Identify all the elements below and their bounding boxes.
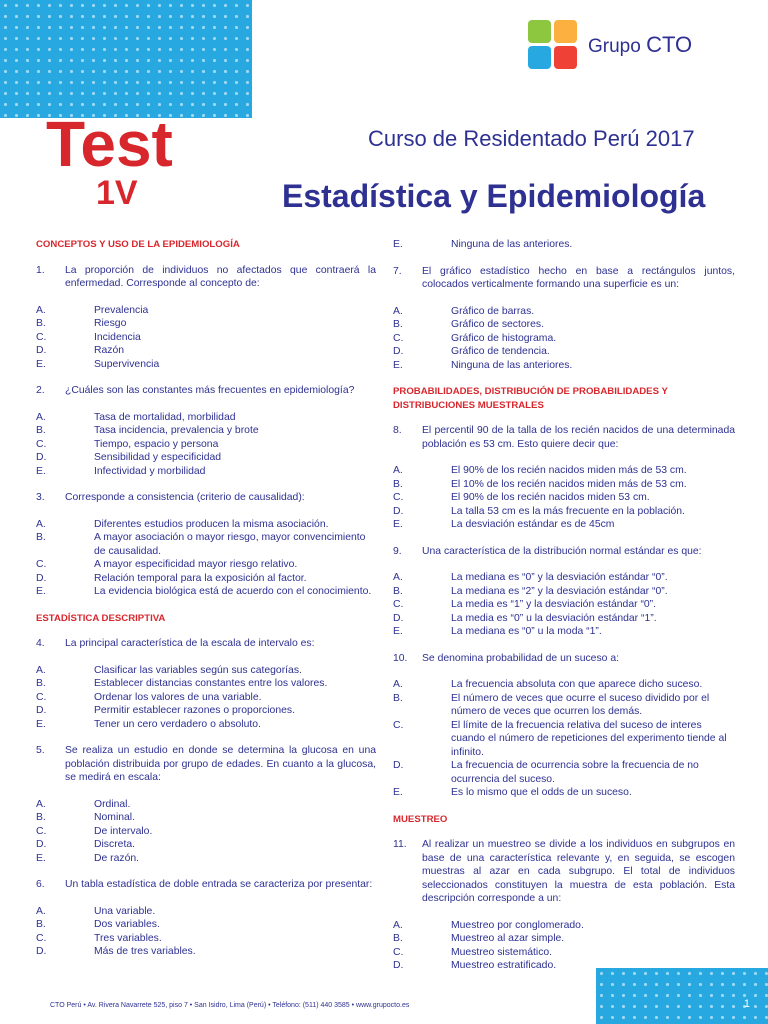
- answer-option: [36, 704, 376, 718]
- question-options: [393, 678, 735, 800]
- question-options: [36, 518, 376, 599]
- option-text: Tiempo, espacio y persona: [94, 438, 219, 450]
- option-text: Muestreo al azar simple.: [451, 933, 565, 944]
- option-letter: A.: [36, 664, 46, 676]
- option-text: Dos variables.: [94, 919, 160, 930]
- option-text: Ninguna de las anteriores.: [451, 239, 573, 250]
- option-letter: D.: [36, 705, 47, 716]
- option-letter: B.: [393, 478, 403, 490]
- option-text: Discreta.: [94, 839, 135, 850]
- option-letter: C.: [36, 932, 47, 944]
- question: 8. El percentil 90 de la talla de los recién nacidos de una determinada población es 53 cm. Esto quiere decir que:: [393, 425, 735, 450]
- option-letter: A.: [36, 905, 46, 917]
- option-text: Muestreo por conglomerado.: [451, 919, 584, 931]
- option-text: Diferentes estudios producen la misma asociación.: [94, 518, 329, 530]
- grupo-cto-logo: [528, 20, 692, 70]
- option-letter: D.: [393, 346, 404, 357]
- option-letter: D.: [36, 572, 47, 584]
- option-text: Sensibilidad y especificidad: [94, 452, 222, 463]
- option-text: El 10% de los recién nacidos miden más de 53 cm.: [451, 478, 687, 490]
- answer-option: [36, 451, 376, 465]
- option-text: Tener un cero verdadero o absoluto.: [94, 718, 261, 730]
- section-heading: PROBABILIDADES, DISTRIBUCIÓN DE PROBABILIDADES Y DISTRIBUCIONES MUESTRALES: [393, 386, 668, 411]
- option-text: Tasa de mortalidad, morbilidad: [94, 411, 236, 423]
- answer-option: [393, 625, 735, 639]
- option-text: Infectividad y morbilidad: [94, 465, 206, 477]
- option-text: Es lo mismo que el odds de un suceso.: [451, 787, 632, 798]
- question-options: [36, 304, 376, 372]
- question-options: [393, 305, 735, 373]
- question: 6. Un tabla estadística de doble entrada se caracteriza por presentar:: [36, 879, 373, 890]
- option-text: Supervivencia: [94, 358, 160, 370]
- answer-option: [36, 424, 376, 438]
- answer-option: [393, 518, 735, 532]
- option-letter: A.: [393, 465, 403, 476]
- option-text: La media es “0” u la desviación estándar “1”.: [451, 612, 657, 624]
- answer-option: [393, 946, 735, 960]
- option-letter: E.: [36, 465, 46, 477]
- right-column: [393, 238, 735, 986]
- option-letter: B.: [393, 933, 403, 944]
- option-letter: D.: [393, 505, 404, 517]
- option-letter: B.: [36, 812, 46, 823]
- answer-option: [36, 945, 376, 959]
- answer-option: [393, 786, 735, 800]
- answer-option: [393, 719, 735, 760]
- option-letter: B.: [393, 319, 403, 330]
- option-text: La evidencia biológica está de acuerdo con el conocimiento.: [94, 586, 372, 597]
- option-text: El 90% de los recién nacidos miden 53 cm.: [451, 492, 650, 503]
- option-text: La frecuencia de ocurrencia sobre la frecuencia de no ocurrencia del suceso.: [451, 760, 699, 785]
- answer-option: [393, 612, 735, 626]
- page-number: 1: [743, 998, 750, 1010]
- option-letter: D.: [36, 946, 47, 957]
- option-text: De razón.: [94, 852, 140, 864]
- answer-option: [36, 664, 376, 678]
- answer-option: [36, 585, 376, 599]
- option-text: La frecuencia absoluta con que aparece dicho suceso.: [451, 679, 703, 690]
- answer-option: [36, 465, 376, 479]
- answer-option: [36, 811, 376, 825]
- option-letter: D.: [393, 612, 404, 624]
- option-text: Más de tres variables.: [94, 946, 196, 957]
- option-text: Tasa incidencia, prevalencia y brote: [94, 425, 259, 436]
- option-text: La mediana es “0” u la moda “1”.: [451, 626, 602, 637]
- option-text: El 90% de los recién nacidos miden más de 53 cm.: [451, 465, 687, 476]
- option-text: Ninguna de las anteriores.: [451, 359, 573, 371]
- option-letter: B.: [36, 532, 46, 543]
- decorative-dot-pattern-bottom: [596, 968, 768, 1024]
- test-code: 1V: [96, 174, 138, 212]
- question-options: [393, 919, 735, 973]
- option-letter: B.: [393, 692, 403, 704]
- question: 11. Al realizar un muestreo se divide a los individuos en subgrupos en base de una característica relevante y, en seguida, se escogen muestras al azar en cada subgrupo. El total de individuos seleccionados constituyen la muestra de esta población. Esta descripción corresponde a un:: [393, 839, 735, 904]
- option-letter: C.: [393, 599, 404, 610]
- question-options: [36, 798, 376, 866]
- question: 4. La principal característica de la escala de intervalo es:: [36, 638, 315, 649]
- option-letter: C.: [36, 691, 47, 703]
- answer-option: [393, 318, 735, 332]
- course-title: Curso de Residentado Perú 2017: [368, 126, 695, 151]
- option-letter: D.: [36, 452, 47, 463]
- answer-option: [36, 932, 376, 946]
- answer-option: [393, 238, 735, 252]
- option-letter: C.: [36, 331, 47, 343]
- question-options: [393, 571, 735, 639]
- section-heading: ESTADÍSTICA DESCRIPTIVA: [36, 612, 166, 624]
- answer-option: [36, 411, 376, 425]
- option-letter: A.: [393, 305, 403, 317]
- option-text: Clasificar las variables según sus categorías.: [94, 664, 302, 676]
- answer-option: [393, 919, 735, 933]
- option-letter: B.: [393, 585, 403, 597]
- answer-option: [393, 505, 735, 519]
- option-letter: E.: [36, 852, 46, 864]
- answer-option: [36, 518, 376, 532]
- option-text: Muestreo estratificado.: [451, 960, 557, 971]
- question: 10. Se denomina probabilidad de un suceso a:: [393, 652, 619, 664]
- question-options: [36, 664, 376, 732]
- option-letter: C.: [393, 492, 404, 503]
- option-text: La media es “1” y la desviación estándar “0”.: [451, 599, 657, 610]
- option-text: Nominal.: [94, 812, 135, 823]
- option-letter: E.: [393, 239, 403, 250]
- answer-option: [36, 358, 376, 372]
- option-letter: A.: [36, 304, 46, 316]
- option-letter: E.: [36, 358, 46, 370]
- option-letter: E.: [36, 718, 46, 730]
- option-text: Riesgo: [94, 318, 127, 329]
- answer-option: [36, 331, 376, 345]
- decorative-dot-pattern-top: [0, 0, 252, 118]
- question: 1. La proporción de individuos no afectados que contraerá la enfermedad. Corresponde al concepto de:: [36, 264, 376, 289]
- answer-option: [393, 491, 735, 505]
- answer-option: [36, 798, 376, 812]
- answer-option: [36, 852, 376, 866]
- option-letter: A.: [393, 679, 403, 690]
- option-text: La mediana es “2” y la desviación estándar “0”.: [451, 585, 668, 597]
- question: 5. Se realiza un estudio en donde se determina la glucosa en una población distribuida por grupo de edades. En cuanto a la glucosa, se medirá en escala:: [36, 745, 376, 783]
- question: 7. El gráfico estadístico hecho en base a rectángulos juntos, colocados verticalmente formando una superficie es un:: [393, 265, 735, 290]
- logo-mark-icon: [528, 20, 578, 70]
- answer-option: [36, 677, 376, 691]
- option-letter: D.: [393, 760, 404, 771]
- answer-option: [393, 478, 735, 492]
- option-letter: E.: [393, 787, 403, 798]
- option-letter: A.: [393, 919, 403, 931]
- option-text: De intervalo.: [94, 825, 153, 837]
- question-options: [36, 905, 376, 959]
- answer-option: [36, 531, 376, 558]
- answer-option: [36, 438, 376, 452]
- answer-option: [36, 825, 376, 839]
- answer-option: [393, 332, 735, 346]
- answer-option: [36, 918, 376, 932]
- answer-option: [36, 838, 376, 852]
- answer-option: [36, 344, 376, 358]
- section-heading: MUESTREO: [393, 813, 448, 825]
- option-letter: C.: [36, 825, 47, 837]
- answer-option: [36, 317, 376, 331]
- option-text: Razón: [94, 345, 125, 356]
- option-text: Permitir establecer razones o proporciones.: [94, 705, 295, 716]
- subject-title: Estadística y Epidemiología: [282, 178, 706, 214]
- question-options: [393, 464, 735, 532]
- option-letter: A.: [393, 572, 403, 583]
- option-text: La mediana es “0” y la desviación estándar “0”.: [451, 572, 668, 583]
- left-column: [36, 238, 376, 972]
- question: 2. ¿Cuáles son las constantes más frecuentes en epidemiología?: [36, 385, 355, 396]
- option-text: El límite de la frecuencia relativa del suceso de interes cuando el número de repeticiones del experimento tiende al infinito.: [451, 719, 727, 758]
- option-letter: D.: [393, 960, 404, 971]
- answer-option: [393, 464, 735, 478]
- question-options: [36, 411, 376, 479]
- answer-option: [36, 905, 376, 919]
- option-text: La talla 53 cm es la más frecuente en la población.: [451, 505, 685, 517]
- option-text: Gráfico de histograma.: [451, 332, 557, 344]
- option-letter: E.: [393, 519, 403, 530]
- option-letter: A.: [36, 798, 46, 810]
- option-letter: E.: [36, 586, 46, 597]
- answer-option: [393, 359, 735, 373]
- answer-option: [36, 572, 376, 586]
- option-text: Establecer distancias constantes entre los valores.: [94, 678, 328, 689]
- option-letter: A.: [36, 411, 46, 423]
- answer-option: [393, 692, 735, 719]
- option-text: Una variable.: [94, 905, 156, 917]
- option-text: Prevalencia: [94, 304, 149, 316]
- logo-text: Grupo CTO: [588, 32, 693, 57]
- option-text: Gráfico de barras.: [451, 305, 535, 317]
- option-letter: B.: [36, 919, 46, 930]
- answer-option: [36, 304, 376, 318]
- option-text: Incidencia: [94, 331, 141, 343]
- question: 3. Corresponde a consistencia (criterio de causalidad):: [36, 492, 305, 503]
- question-options: [393, 238, 735, 252]
- option-text: El número de veces que ocurre el suceso dividido por el número de veces que ocurren los demás.: [451, 692, 710, 717]
- option-text: Tres variables.: [94, 932, 162, 944]
- section-heading: CONCEPTOS Y USO DE LA EPIDEMIOLOGÍA: [36, 239, 240, 250]
- answer-option: [393, 598, 735, 612]
- option-letter: C.: [393, 719, 404, 731]
- answer-option: [393, 305, 735, 319]
- option-text: Relación temporal para la exposición al factor.: [94, 572, 307, 584]
- option-text: A mayor asociación o mayor riesgo, mayor convencimiento de causalidad.: [94, 532, 366, 557]
- answer-option: [393, 345, 735, 359]
- option-letter: B.: [36, 678, 46, 689]
- option-letter: E.: [393, 359, 403, 371]
- answer-option: [393, 585, 735, 599]
- option-letter: C.: [36, 438, 47, 450]
- option-text: Gráfico de sectores.: [451, 319, 544, 330]
- question: 9. Una característica de la distribución normal estándar es que:: [393, 545, 702, 557]
- option-text: Muestreo sistemático.: [451, 946, 553, 958]
- option-letter: C.: [36, 559, 47, 570]
- option-letter: D.: [36, 345, 47, 356]
- option-letter: C.: [393, 332, 404, 344]
- answer-option: [393, 678, 735, 692]
- option-text: A mayor especificidad mayor riesgo relativo.: [94, 559, 298, 570]
- option-text: Ordenar los valores de una variable.: [94, 691, 262, 703]
- answer-option: [36, 718, 376, 732]
- option-letter: B.: [36, 318, 46, 329]
- answer-option: [36, 691, 376, 705]
- option-text: Gráfico de tendencia.: [451, 346, 550, 357]
- option-letter: B.: [36, 425, 46, 436]
- answer-option: [393, 571, 735, 585]
- answer-option: [393, 759, 735, 786]
- answer-option: [393, 932, 735, 946]
- option-letter: A.: [36, 518, 46, 530]
- option-text: La desviación estándar es de 45cm: [451, 519, 615, 530]
- answer-option: [36, 558, 376, 572]
- option-letter: E.: [393, 626, 403, 637]
- option-text: Ordinal.: [94, 798, 131, 810]
- option-letter: C.: [393, 946, 404, 958]
- option-letter: D.: [36, 839, 47, 850]
- footer-contact: CTO Perú • Av. Rivera Navarrete 525, piso 7 • San Isidro, Lima (Perú) • Teléfono: (511) 440 3585 • www.grupocto.es: [50, 1002, 410, 1009]
- test-title: Test: [46, 108, 173, 180]
